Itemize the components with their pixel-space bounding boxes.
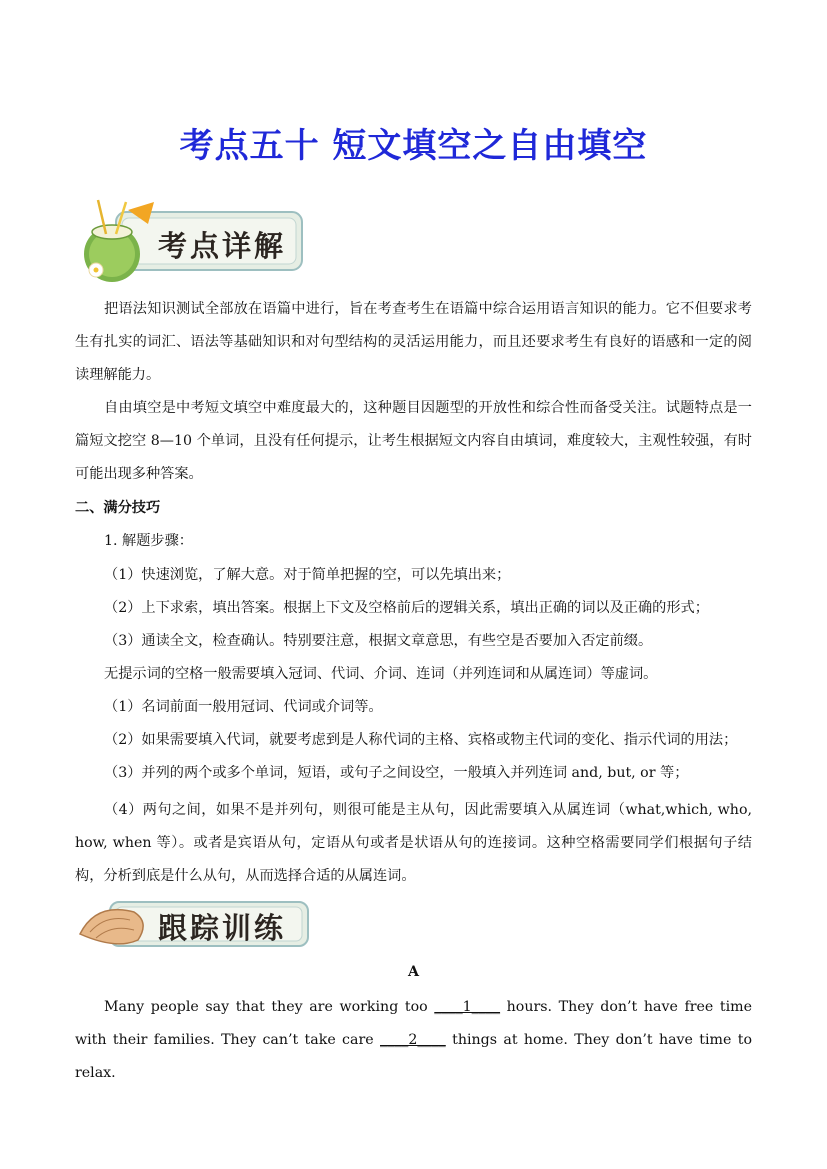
rule-item: （3）并列的两个或多个单词，短语，或句子之间设空，一般填入并列连词 and, but, or 等； bbox=[104, 765, 689, 781]
steps-title: 1. 解题步骤： bbox=[104, 533, 193, 549]
passage-label: A bbox=[408, 964, 420, 980]
passage-text: things at home. They don’t have time to relax. bbox=[75, 1032, 752, 1081]
rule-item: （2）如果需要填入代词，就要考虑到是人称代词的主格、宾格或物主代词的变化、指示代词的用法； bbox=[104, 732, 738, 748]
rule-item-4: （4）两句之间，如果不是并列句，则很可能是主从句，因此需要填入从属连词（what,which, who, how, when 等）。或者是宾语从句，定语从句或者是状语从句的连接词。这种空格需要同学们根据句子结构，分析到底是什么从句，从而选择合适的从属连词。 bbox=[75, 802, 752, 884]
intro-paragraph-2: 自由填空是中考短文填空中难度最大的，这种题目因题型的开放性和综合性而备受关注。试题特点是一篇短文挖空 8—10 个单词，且没有任何提示，让考生根据短文内容自由填词，难度较大，主观性较强，有时可能出现多种答案。 bbox=[75, 400, 752, 482]
banner-label-explanation: 考点详解 bbox=[158, 229, 287, 263]
page-title: 考点五十 短文填空之自由填空 bbox=[179, 126, 648, 166]
passage-paragraph bbox=[75, 991, 752, 1090]
step-item: （1）快速浏览，了解大意。对于简单把握的空，可以先填出来； bbox=[104, 567, 511, 583]
blank-2: ____2____ bbox=[380, 1032, 446, 1048]
step-item: （2）上下求索，填出答案。根据上下文及空格前后的逻辑关系，填出正确的词以及正确的形式； bbox=[104, 600, 709, 616]
function-word-note: 无提示词的空格一般需要填入冠词、代词、介词、连词（并列连词和从属连词）等虚词。 bbox=[104, 666, 658, 682]
section-heading-tips: 二、满分技巧 bbox=[75, 500, 161, 516]
step-item: （3）通读全文，检查确认。特别要注意，根据文章意思，有些空是否要加入否定前缀。 bbox=[104, 633, 653, 649]
passage-text: hours. They don’t have free time with their families. They can’t take care bbox=[75, 999, 752, 1048]
banner-label-practice: 跟踪训练 bbox=[158, 911, 287, 945]
section-banner-explanation bbox=[76, 196, 306, 286]
intro-paragraph-1: 把语法知识测试全部放在语篇中进行，旨在考查考生在语篇中综合运用语言知识的能力。它不但要求考生有扎实的词汇、语法等基础知识和对句型结构的灵活运用能力，而且还要求考生有良好的语感和一定的阅读理解能力。 bbox=[75, 301, 752, 383]
section-banner-practice bbox=[76, 894, 312, 954]
passage-text: Many people say that they are working too bbox=[104, 999, 435, 1015]
blank-1: ____1____ bbox=[434, 999, 501, 1015]
rule-item: （1）名词前面一般用冠词、代词或介词等。 bbox=[104, 699, 383, 715]
